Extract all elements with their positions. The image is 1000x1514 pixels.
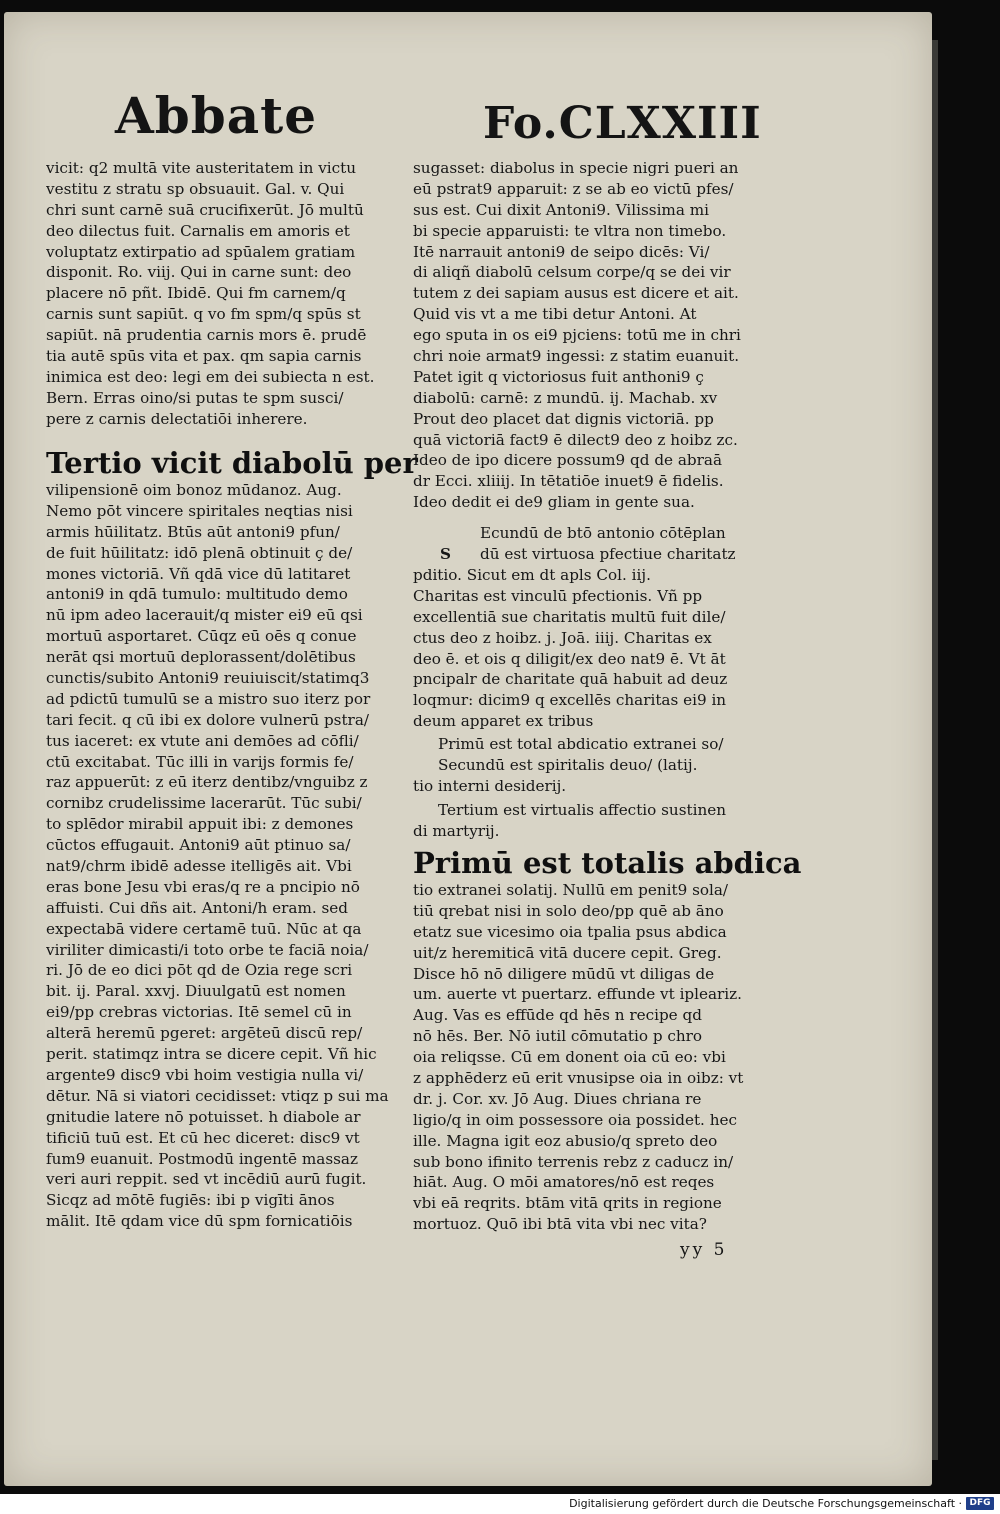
text-line: voluptatz extirpatio ad spūalem gratiam xyxy=(46,242,356,261)
initial-letter: S xyxy=(440,545,451,563)
text-line: viriliter dimicasti/i toto orbe te faciā noia/ xyxy=(46,940,369,959)
text-line: Prout deo placet dat dignis victoriā. pp xyxy=(413,409,714,428)
text-line: Nemo pōt vincere spiritales neqtias nisi xyxy=(46,501,353,520)
text-line: expectabā videre certamē tuū. Nūc at qa xyxy=(46,919,362,938)
text-line: chri sunt carnē suā crucifixerūt. Jō multū xyxy=(46,200,364,219)
text-line: ctū excitabat. Tūc illi in varijs formis fe/ xyxy=(46,752,354,771)
text-line: cunctis/subito Antoni9 reuiuiscit/statimq3 xyxy=(46,669,370,688)
text-line: Bern. Erras oino/si putas te spm susci/ xyxy=(46,388,344,407)
text-line: vestitu z stratu sp obsuauit. Gal. v. Qui xyxy=(46,179,345,198)
text-line: mortuū asportaret. Cūqz eū oēs q conue xyxy=(46,627,357,646)
text-line: carnis sunt sapiūt. q vo fm spm/q spūs st xyxy=(46,305,361,324)
text-line: cūctos effugauit. Antoni9 aūt ptinuo sa/ xyxy=(46,836,351,855)
text-line: quā victoriā fact9 ē dilect9 deo z hoibz zc. xyxy=(413,430,738,449)
text-line: tio extranei solatij. Nullū em penit9 sola/ xyxy=(413,881,729,899)
text-line: gnitudie latere nō potuisset. h diabole ar xyxy=(46,1107,361,1126)
signature-mark: yy 5 xyxy=(680,1240,728,1260)
text-line: nū ipm adeo lacerauit/q mister ei9 eū qsi xyxy=(46,606,363,625)
text-line: di aliqñ diabolū celsum corpe/q se dei vir xyxy=(413,263,731,282)
text-line: deum apparet ex tribus xyxy=(413,712,594,731)
list-item: di martyrij. xyxy=(413,822,500,840)
text-line: sub bono ifinito terrenis rebz z caducz in/ xyxy=(413,1152,734,1171)
text-line: tiū qrebat nisi in solo deo/pp quē ab āno xyxy=(413,901,724,920)
text-line: ei9/pp crebras victorias. Itē semel cū in xyxy=(46,1003,352,1022)
text-line: dr. j. Cor. xv. Jō Aug. Diues chriana re xyxy=(413,1089,702,1108)
text-line: eras bone Jesu vbi eras/q re a pncipio nō xyxy=(46,877,360,896)
list-item: Tertium est virtualis affectio sustinen xyxy=(438,801,727,819)
text-line: ille. Magna igit eoz abusio/q spreto deo xyxy=(413,1131,718,1150)
text-line: mortuoz. Quō ibi btā vita vbi nec vita? xyxy=(413,1215,707,1234)
text-line: placere nō pñt. Ibidē. Qui fm carnem/q xyxy=(46,284,346,303)
text-line: dr Ecci. xliiij. In tētatiōe inuet9 ē fidelis. xyxy=(413,472,724,491)
text-line: tari fecit. q cū ibi ex dolore vulnerū pstra/ xyxy=(46,710,369,729)
text-line: etatz sue vicesimo oia tpalia psus abdica xyxy=(413,922,727,941)
running-head: Abbate xyxy=(115,86,318,145)
text-line: Charitas est vinculū pfectionis. Vñ pp xyxy=(413,586,703,605)
text-line: vicit: q2 multā vite austeritatem in victu xyxy=(46,159,357,177)
text-line: argente9 disc9 vbi hoim vestigia nulla vi/ xyxy=(46,1065,364,1084)
right-column-continued xyxy=(413,565,778,732)
text-line: de fuit hūilitatz: idō plenā obtinuit ç de/ xyxy=(46,543,353,562)
text-line: perit. statimqz intra se dicere cepit. Vñ hic xyxy=(46,1045,377,1064)
section-heading-primum: Primū est totalis abdica xyxy=(413,846,802,880)
text-line: vilipensionē oim bonoz mūdanoz. Aug. xyxy=(46,481,342,499)
text-line: um. auerte vt puertarz. effunde vt ipleariz. xyxy=(413,985,742,1004)
text-line: tia autē spūs vita et pax. qm sapia carnis xyxy=(46,347,362,366)
text-line: pditio. Sicut em dt apls Col. iij. xyxy=(413,566,651,584)
section-heading-tertio: Tertio vicit diabolū per xyxy=(46,446,418,480)
text-line: ad pdictū tumulū se a mistro suo iterz por xyxy=(46,689,371,708)
text-line: Aug. Vas es effūde qd hēs n recipe qd xyxy=(413,1006,702,1025)
text-line: ligio/q in oim possessore oia possidet. hec xyxy=(413,1110,737,1129)
text-line: Sicqz ad mōtē fugiēs: ibi p vigīti ānos xyxy=(46,1191,335,1210)
text-line: armis hūilitatz. Btūs aūt antoni9 pfun/ xyxy=(46,522,340,541)
text-line: pncipalr de charitate quā habuit ad deuz xyxy=(413,670,728,689)
text-line: Ideo de ipo dicere possum9 qd de abraā xyxy=(413,451,723,470)
text-line: tutem z dei sapiam ausus est dicere et ait. xyxy=(413,284,739,303)
text-line: excellentiā sue charitatis multū fuit dile/ xyxy=(413,607,726,626)
text-line: alterā heremū pgeret: argēteū discū rep/ xyxy=(46,1024,363,1043)
list-item: Primū est total abdicatio extranei so/ xyxy=(438,735,724,753)
text-line: Quid vis vt a me tibi detur Antoni. At xyxy=(413,305,697,324)
text-line: uit/z heremiticā vitā ducere cepit. Greg. xyxy=(413,943,722,962)
funding-credit: Digitalisierung gefördert durch die Deutsche Forschungsgemeinschaft · xyxy=(569,1497,962,1510)
dfg-logo: DFG xyxy=(966,1497,994,1510)
text-line: tus iaceret: ex vtute ani demōes ad cōfli/ xyxy=(46,731,359,750)
text-line: ri. Jō de eo dici pōt qd de Ozia rege scri xyxy=(46,961,353,980)
text-line: Disce hō nō diligere mūdū vt diligas de xyxy=(413,964,715,983)
text-line: pere z carnis delectatiōi inherere. xyxy=(46,409,308,428)
list-item: tio interni desiderij. xyxy=(413,777,567,795)
text-line: ego sputa in os ei9 pjciens: totū me in chri xyxy=(413,326,741,345)
text-line: z apphēderz eū erit vnusipse oia in oibz: vt xyxy=(413,1069,744,1088)
text-line: tificiū tuū est. Et cū hec diceret: disc9 vt xyxy=(46,1128,360,1147)
text-line: dū est virtuosa pfectiue charitatz xyxy=(480,545,736,563)
text-line: sus est. Cui dixit Antoni9. Vilissima mi xyxy=(413,200,709,219)
text-line: affuisti. Cui dñs ait. Antoni/h eram. sed xyxy=(46,898,348,917)
text-line: disponit. Ro. viij. Qui in carne sunt: deo xyxy=(46,263,352,282)
text-line: eū pstrat9 apparuit: z se ab eo victū pfes/ xyxy=(413,179,734,198)
text-line: raz appuerūt: z eū iterz dentibz/vnguibz z xyxy=(46,773,368,792)
text-line: inimica est deo: legi em dei subiecta n est. xyxy=(46,367,375,386)
folio-number: Fo.CLXXIII xyxy=(483,98,762,149)
text-line: vbi eā reqrits. btām vitā qrits in regione xyxy=(413,1194,722,1213)
text-line: bi specie apparuisti: te vltra non timebo. xyxy=(413,221,727,240)
text-line: nerāt qsi mortuū deplorassent/dolētibus xyxy=(46,648,356,667)
page-edge xyxy=(932,40,938,1460)
text-line: diabolū: carnē: z mundū. ij. Machab. xv xyxy=(413,388,718,407)
text-line: antoni9 in qdā tumulo: multitudo demo xyxy=(46,585,348,604)
text-line: loqmur: dicim9 q excellēs charitas ei9 in xyxy=(413,691,727,710)
text-line: cornibz crudelissime lacerarūt. Tūc subi/ xyxy=(46,794,362,813)
text-line: mālit. Itē qdam vice dū spm fornicatiōis xyxy=(46,1212,353,1231)
text-line: to splēdor mirabil appuit ibi: z demones xyxy=(46,815,354,834)
text-line: deo dilectus fuit. Carnalis em amoris et xyxy=(46,221,350,240)
text-line: deo ē. et ois q diligit/ex deo nat9 ē. Vt āt xyxy=(413,649,726,668)
text-line: sugasset: diabolus in specie nigri pueri an xyxy=(413,159,739,177)
text-line: Itē narrauit antoni9 de seipo dicēs: Vi/ xyxy=(413,242,710,261)
text-line: fum9 euanuit. Postmodū ingentē massaz xyxy=(46,1149,358,1168)
list-item: Secundū est spiritalis deuo/ (latij. xyxy=(438,756,698,774)
text-line: sapiūt. nā prudentia carnis mors ē. prudē xyxy=(46,326,367,345)
text-line: nat9/chrm ibidē adesse itelligēs ait. Vbi xyxy=(46,857,352,876)
text-line: bit. ij. Paral. xxvj. Diuulgatū est nomen xyxy=(46,982,346,1001)
text-line: oia reliqsse. Cū em donent oia cū eo: vbi xyxy=(413,1048,726,1067)
text-line: mones victoriā. Vñ qdā vice dū latitaret xyxy=(46,564,351,583)
left-column-continued xyxy=(46,480,406,1232)
text-line: hiāt. Aug. O mōi amatores/nō est reqes xyxy=(413,1173,715,1192)
footer-bar xyxy=(0,1494,1000,1514)
right-column-final xyxy=(413,880,778,1235)
text-line: veri auri reppit. sed vt incēdiū aurū fugit. xyxy=(46,1170,367,1189)
text-line: chri noie armat9 ingessi: z statim euanuit. xyxy=(413,347,740,366)
left-column xyxy=(46,158,406,430)
text-line: ctus deo z hoibz. j. Joā. iiij. Charitas ex xyxy=(413,628,712,647)
text-line: dētur. Nā si viatori cecidisset: vtiqz p sui ma xyxy=(46,1086,389,1105)
text-line: Patet igit q victoriosus fuit anthoni9 ç xyxy=(413,367,704,386)
text-line: Ideo dedit ei de9 gliam in gente sua. xyxy=(413,493,695,512)
right-column xyxy=(413,158,778,513)
text-line: nō hēs. Ber. Nō iutil cōmutatio p chro xyxy=(413,1027,703,1046)
text-line: Ecundū de btō antonio cōtēplan xyxy=(480,524,726,542)
